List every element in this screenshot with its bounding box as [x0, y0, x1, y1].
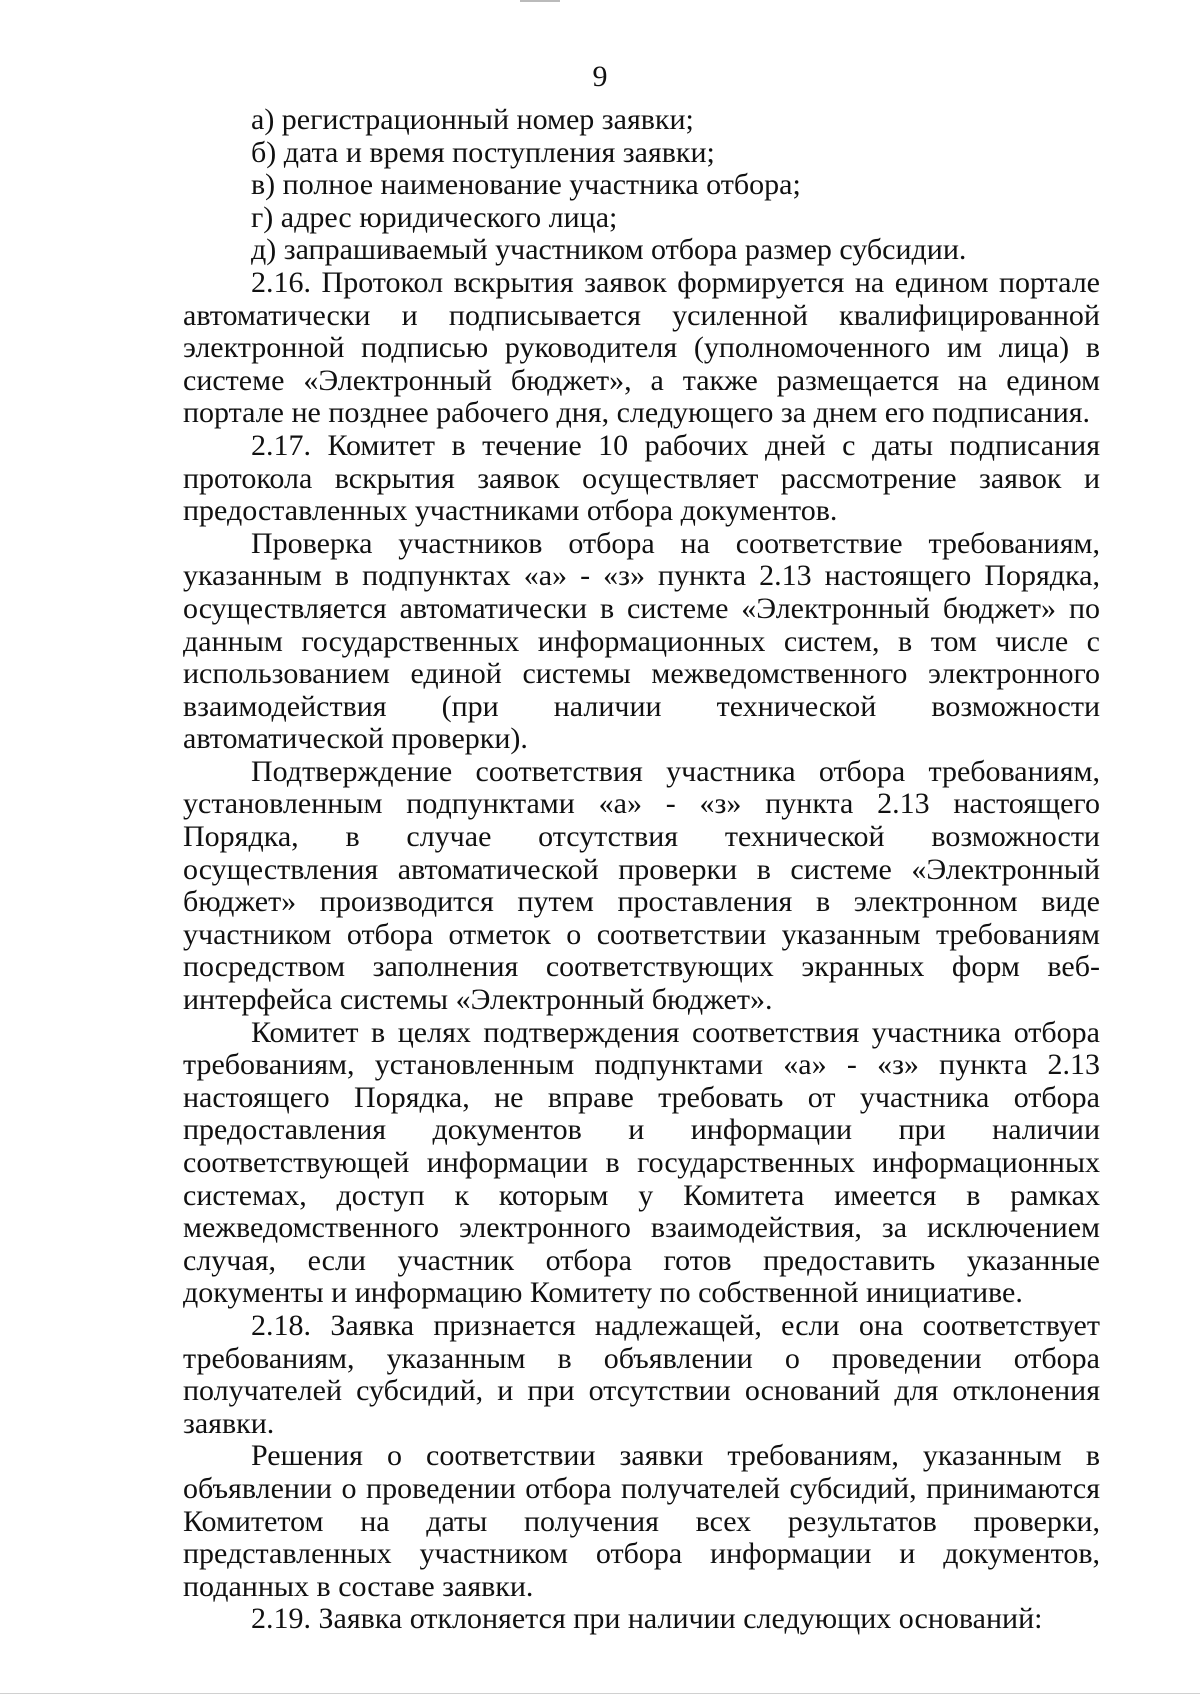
list-item-b: б) дата и время поступления заявки; [251, 135, 715, 169]
paragraph-confirmation: Подтверждение соответствия участника отбора требованиям, установленным подпунктами «а» - «з» пункта 2.13 настоящего Порядка, в случае отсутствия технической возможности осуществления автоматической проверки в системе «Электронный бюджет» производится путем проставления в электронном виде участником отбора отметок о соответствии указанным требованиям посредством заполнения соответствующих экранных форм веб-интерфейса системы «Электронный бюджет». [183, 754, 1100, 1017]
scan-mark [520, 0, 560, 2]
list-item-g: г) адрес юридического лица; [251, 200, 618, 234]
paragraph-2-17: 2.17. Комитет в течение 10 рабочих дней с даты подписания протокола вскрытия заявок осуществляет рассмотрение заявок и предоставленных участниками отбора документов. [183, 428, 1100, 528]
paragraph-2-16: 2.16. Протокол вскрытия заявок формируется на едином портале автоматически и подписывается усиленной квалифицированной электронной подписью руководителя (уполномоченного им лица) в системе «Электронный бюджет», а также размещается на едином портале не позднее рабочего дня, следующего за днем его подписания. [183, 265, 1100, 430]
paragraph-verification: Проверка участников отбора на соответствие требованиям, указанным в подпунктах «а» - «з» пункта 2.13 настоящего Порядка, осуществляется автоматически в системе «Электронный бюджет» по данным государственных информационных систем, в том числе с использованием единой системы межведомственного электронного взаимодействия (при наличии технической возможности автоматической проверки). [183, 526, 1100, 756]
list-item-d: д) запрашиваемый участником отбора размер субсидии. [251, 233, 967, 267]
document-body [183, 104, 1100, 1636]
list-item-a: а) регистрационный номер заявки; [251, 103, 694, 136]
paragraph-2-18: 2.18. Заявка признается надлежащей, если она соответствует требованиям, указанным в объявлении о проведении отбора получателей субсидий, и при отсутствии оснований для отклонения заявки. [183, 1308, 1100, 1440]
paragraph-committee-rights: Комитет в целях подтверждения соответствия участника отбора требованиям, установленным подпунктами «а» - «з» пункта 2.13 настоящего Порядка, не вправе требовать от участника отбора предоставления документов и информации при наличии соответствующей информации в государственных информационных системах, доступ к которым у Комитета имеется в рамках межведомственного электронного взаимодействия, за исключением случая, если участник отбора готов предоставить указанные документы и информацию Комитету по собственной инициативе. [183, 1015, 1100, 1310]
paragraph-decisions: Решения о соответствии заявки требованиям, указанным в объявлении о проведении отбора получателей субсидий, принимаются Комитетом на даты получения всех результатов проверки, представленных участником отбора информации и документов, поданных в составе заявки. [183, 1439, 1100, 1603]
paragraph-2-19: 2.19. Заявка отклоняется при наличии следующих оснований: [251, 1602, 1043, 1636]
list-item-v: в) полное наименование участника отбора; [251, 168, 801, 202]
page-number: 9 [592, 60, 608, 93]
scan-edge-line [0, 1693, 1200, 1694]
